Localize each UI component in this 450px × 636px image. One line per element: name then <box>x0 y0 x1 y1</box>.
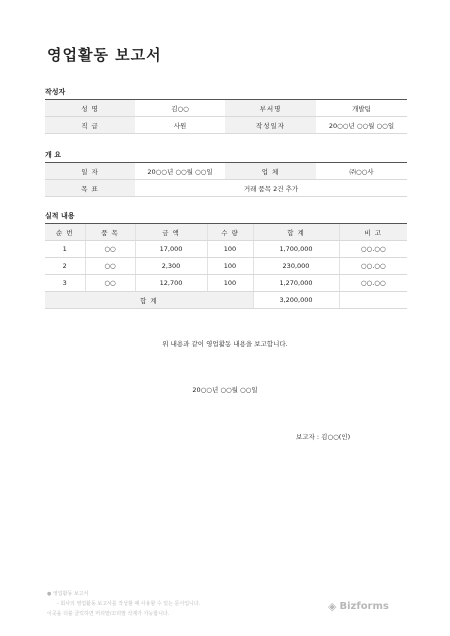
row-note: ○○.○○ <box>339 258 407 275</box>
section-results-title: 실적 내용 <box>45 212 75 220</box>
brand-name: Bizforms <box>339 601 389 612</box>
section-writer-title: 작성자 <box>45 88 66 96</box>
reporter-signature: 보고자 : 김○○(인) <box>296 433 351 441</box>
results-table <box>45 223 407 309</box>
row-total: 230,000 <box>253 258 339 275</box>
row-total: 1,270,000 <box>253 275 339 292</box>
document-title: 영업활동 보고서 <box>47 46 162 64</box>
row-qty: 100 <box>207 241 253 258</box>
closing-statement: 위 내용과 같이 영업활동 내용을 보고합니다. <box>162 340 288 348</box>
row-no: 3 <box>45 275 85 292</box>
name-value: 김○○ <box>135 100 225 117</box>
row-amount: 2,300 <box>135 258 207 275</box>
closing-date: 20○○년 ○○월 ○○일 <box>192 386 258 394</box>
row-note: ○○.○○ <box>339 275 407 292</box>
write-date-value: 20○○년 ○○월 ○○일 <box>316 117 407 134</box>
rank-label: 직 급 <box>45 117 135 134</box>
name-label: 성 명 <box>45 100 135 117</box>
row-item: ○○ <box>85 275 135 292</box>
company-label: 업 체 <box>225 163 316 180</box>
overview-table <box>45 162 407 197</box>
bizforms-logo-icon: ◈ <box>328 600 337 613</box>
row-total: 1,700,000 <box>253 241 339 258</box>
sum-row <box>45 292 407 309</box>
header-qty: 수 량 <box>207 224 253 241</box>
writer-table <box>45 99 407 134</box>
write-date-label: 작성일자 <box>225 117 316 134</box>
table-row <box>45 275 407 292</box>
dept-value: 개발팀 <box>316 100 407 117</box>
goal-label: 목 표 <box>45 180 135 197</box>
footer-note <box>47 589 200 619</box>
dept-label: 부서명 <box>225 100 316 117</box>
sum-label: 합 계 <box>45 292 253 309</box>
footer-line-1: ● 영업활동 보고서 <box>47 591 89 597</box>
row-no: 2 <box>45 258 85 275</box>
row-qty: 100 <box>207 258 253 275</box>
row-amount: 17,000 <box>135 241 207 258</box>
day-label: 일 자 <box>45 163 135 180</box>
sum-value: 3,200,000 <box>253 292 339 309</box>
header-note: 비 고 <box>339 224 407 241</box>
row-item: ○○ <box>85 241 135 258</box>
section-overview-title: 개 요 <box>45 151 61 159</box>
header-total: 합 계 <box>253 224 339 241</box>
row-qty: 100 <box>207 275 253 292</box>
header-no: 순 번 <box>45 224 85 241</box>
results-header-row <box>45 224 407 241</box>
brand-mark <box>328 600 389 613</box>
sum-note <box>339 292 407 309</box>
row-no: 1 <box>45 241 85 258</box>
row-amount: 12,700 <box>135 275 207 292</box>
row-note: ○○.○○ <box>339 241 407 258</box>
table-row <box>45 258 407 275</box>
table-row <box>45 241 407 258</box>
goal-value: 거래 품목 2건 추가 <box>135 180 407 197</box>
header-item: 품 목 <box>85 224 135 241</box>
row-item: ○○ <box>85 258 135 275</box>
company-value: ㈜○○사 <box>316 163 407 180</box>
rank-value: 사원 <box>135 117 225 134</box>
header-amount: 금 액 <box>135 224 207 241</box>
day-value: 20○○년 ○○월 ○○일 <box>135 163 225 180</box>
footer-line-3: 이곳을 더블 클릭하면 머리말/꼬리말 삭제가 가능합니다. <box>47 611 170 617</box>
footer-line-2: - 회사의 영업활동 보고서를 작성할 때 사용할 수 있는 문서입니다. <box>57 601 201 607</box>
